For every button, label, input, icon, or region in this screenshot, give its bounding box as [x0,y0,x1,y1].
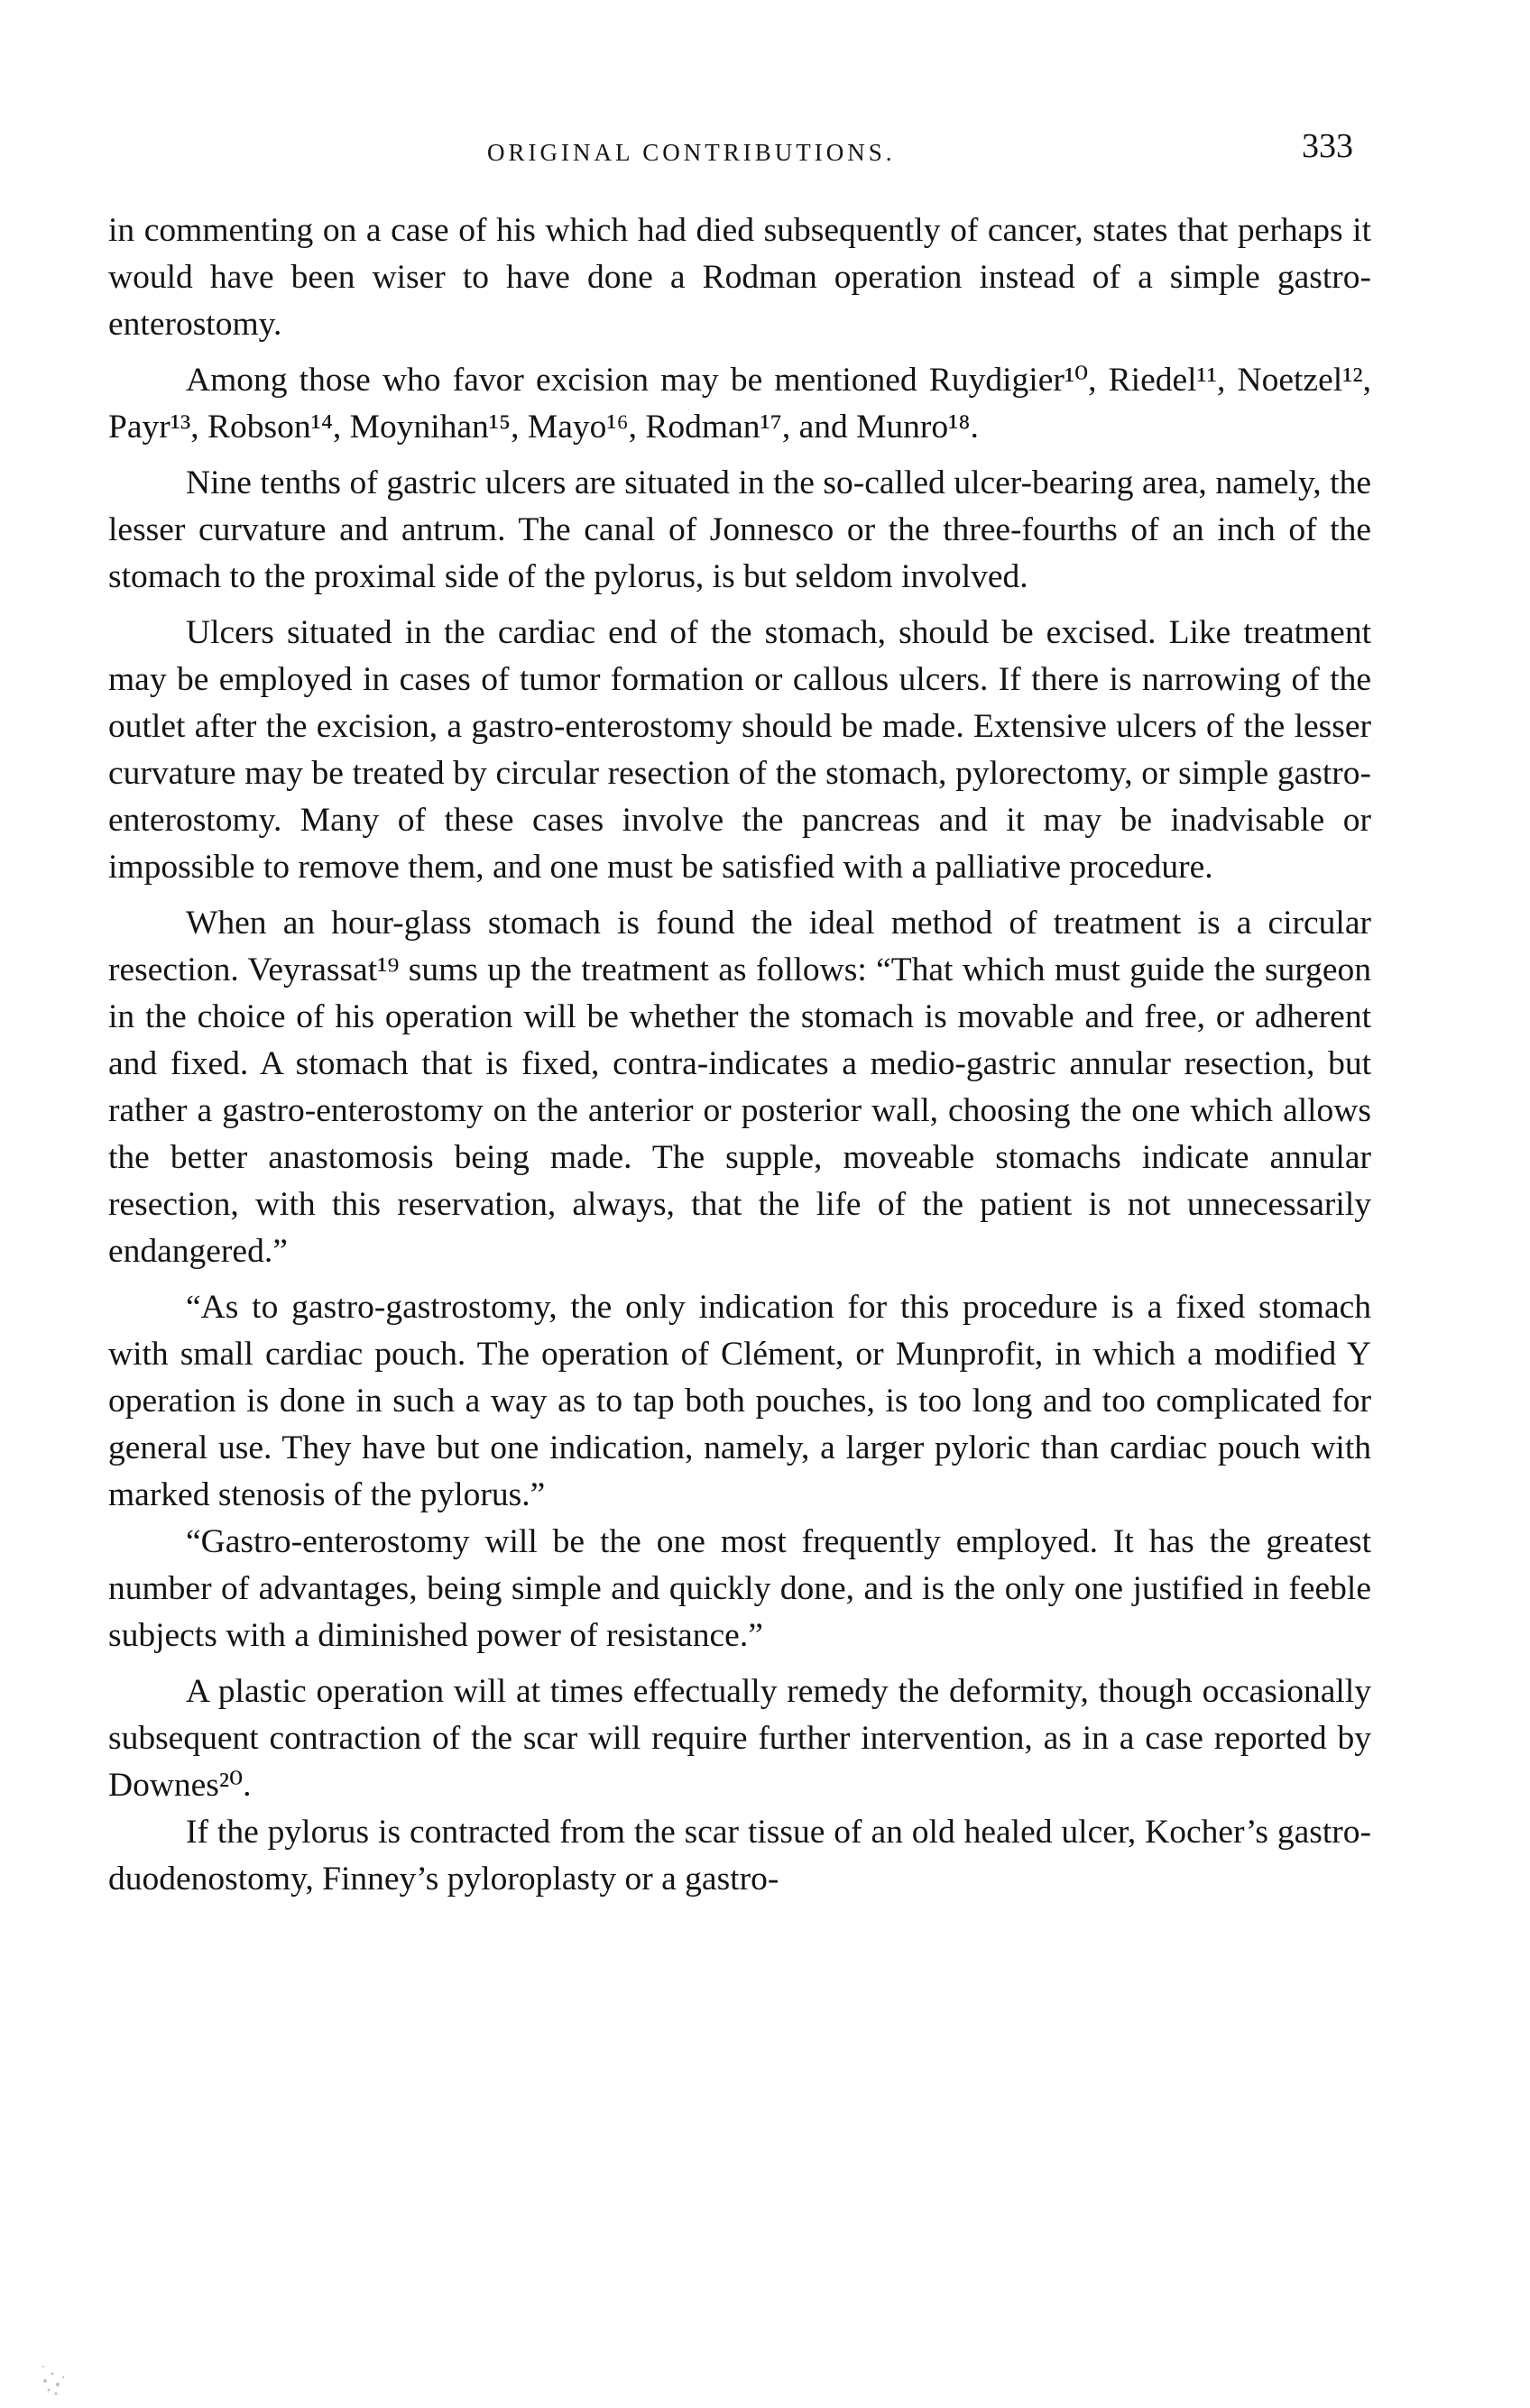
running-title: ORIGINAL CONTRIBUTIONS. [487,139,896,166]
paragraph-1: in commenting on a case of his which had died subsequently of cancer, states that perhaps it would have been wiser to have done a Rodman operation instead of a simple gastro-enterostomy. [108,212,1371,343]
paper-blemish [36,2327,99,2399]
paragraph-5: When an hour-glass stomach is found the ideal method of treatment is a circular resection. Veyrassat¹⁹ sums up the treatment as follows: “That which must guide the surgeon in the choice of his operation will be whether the stomach is movable and free, or adherent and fixed. A stomach that is fixed, contra-indicates a medio-gastric annular resection, but rather a gastro-enterostomy on the anterior or posterior wall, choosing the one which allows the better anastomosis being made. The supple, moveable stomachs indicate annular resection, with this reservation, always, that the life of the patient is not unnecessarily endangered.” [108,905,1371,1270]
paragraph-6: “As to gastro-gastrostomy, the only indication for this procedure is a fixed stomach with small cardiac pouch. The operation of Clément, or Munprofit, in which a modified Y operation is done in such a way as to tap both pouches, is too long and too complicated for general use. They have but one indication, namely, a larger pyloric than cardiac pouch with marked stenosis of the pylorus.” [108,1289,1371,1513]
body-text [108,207,1371,1903]
paragraph-2: Among those who favor excision may be mentioned Ruydigier¹⁰, Riedel¹¹, Noetzel¹², Payr¹³, Robson¹⁴, Moynihan¹⁵, Mayo¹⁶, Rodman¹⁷, and Munro¹⁸. [108,362,1371,446]
paragraph-9: If the pylorus is contracted from the scar tissue of an old healed ulcer, Kocher’s gastro-duodenostomy, Finney’s pyloroplasty or a gastro- [108,1814,1371,1898]
page-header [108,126,1353,180]
paragraph-8: A plastic operation will at times effectually remedy the deformity, though occasionally subsequent contraction of the scar will require further intervention, as in a case reported by Downes²⁰. [108,1673,1371,1804]
page-number: 333 [1302,127,1353,165]
paragraph-7: “Gastro-enterostomy will be the one most frequently employed. It has the greatest number of advantages, being simple and quickly done, and is the only one justified in feeble subjects with a diminished power of resistance.” [108,1523,1371,1654]
paragraph-4: Ulcers situated in the cardiac end of the stomach, should be excised. Like treatment may be employed in cases of tumor formation or callous ulcers. If there is narrowing of the outlet after the excision, a gastro-enterostomy should be made. Extensive ulcers of the lesser curvature may be treated by circular resection of the stomach, pylorectomy, or simple gastro-enterostomy. Many of these cases involve the pancreas and it may be inadvisable or impossible to remove them, and one must be satisfied with a palliative procedure. [108,614,1371,886]
paragraph-3: Nine tenths of gastric ulcers are situated in the so-called ulcer-bearing area, namely, the lesser curvature and antrum. The canal of Jonnesco or the three-fourths of an inch of the stomach to the proximal side of the pylorus, is but seldom involved. [108,464,1371,595]
